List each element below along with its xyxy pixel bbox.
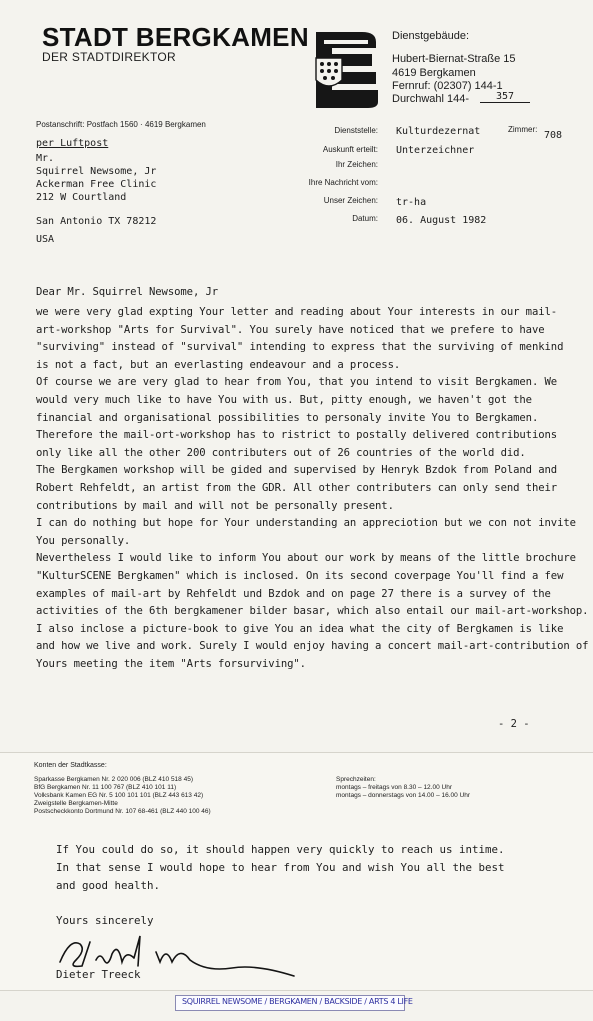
office-phone: Fernruf: (02307) 144-1	[392, 80, 503, 92]
body-line: "surviving" instead of "survival" intending to express that the surviving of menkind	[36, 341, 564, 354]
body-line: contributions by mail and will not be personally present.	[36, 499, 394, 512]
city-crest-logo-icon	[302, 28, 388, 110]
field-label-ihre-nachricht: Ihre Nachricht vom:	[308, 178, 378, 187]
bank-account-line: Zweigstelle Bergkamen-Mitte	[34, 800, 118, 807]
office-street: Hubert-Biernat-Straße 15	[392, 53, 516, 65]
bank-account-line: BfG Bergkamen Nr. 11 100 767 (BLZ 410 101 11)	[34, 784, 177, 791]
handwritten-caption: SQUIRREL NEWSOME / BERGKAMEN / BACKSIDE / ARTS 4 LIFE	[182, 997, 413, 1006]
page-fold-line	[0, 752, 593, 753]
recipient-line: San Antonio TX 78212	[36, 216, 157, 227]
body-line: Robert Rehfeldt, an artist from the GDR. All other contributers can only send their	[36, 482, 558, 494]
field-label-unser-zeichen: Unser Zeichen:	[323, 196, 378, 205]
body-line: art-workshop "Arts for Survival". You surely have noticed that we prefere to have	[36, 323, 545, 336]
office-extension: 357	[480, 91, 530, 103]
bank-accounts-title: Konten der Stadtkasse:	[34, 762, 107, 769]
body-line: Nevertheless I would like to inform You about our work by means of the little brochure	[36, 552, 576, 565]
bank-account-line: Volksbank Kamen EG Nr. 5 100 101 101 (BLZ 443 613 42)	[34, 792, 204, 799]
field-value-unser-zeichen: tr-ha	[396, 197, 427, 208]
field-label-dienststelle: Dienststelle:	[334, 126, 378, 135]
body-line: activities of the 6th bergkamener bilder basar, which also entail our mail-art-workshop.	[36, 605, 589, 618]
salutation: Dear Mr. Squirrel Newsome, Jr	[36, 286, 219, 298]
field-value-auskunft: Unterzeichner	[396, 145, 475, 156]
field-label-auskunft: Auskunft erteilt:	[322, 145, 378, 154]
recipient-line: Ackerman Free Clinic	[36, 179, 157, 190]
body-line: financial and organisational possibilities to personaly invite You to Bergkamen.	[36, 411, 539, 424]
office-hours-title: Sprechzeiten:	[336, 776, 376, 783]
body-line: Of course we are very glad to hear from You, that you intend to visit Bergkamen. We	[36, 376, 558, 389]
body-line: is not a fact, but an everlasting endeavour and a process.	[36, 358, 401, 371]
field-value-datum: 06. August 1982	[396, 215, 487, 226]
office-hours-line: montags – donnerstags von 14.00 – 16.00 Uhr	[336, 792, 471, 799]
airmail-note: per Luftpost	[36, 138, 109, 149]
office-hours-line: montags – freitags von 8.30 – 12.00 Uhr	[336, 784, 452, 791]
body-line: Yours meeting the item "Arts forsurviving".	[36, 658, 306, 670]
page-marker: - 2 -	[498, 718, 530, 730]
recipient-line: Squirrel Newsome, Jr	[36, 166, 157, 177]
body-line: I also inclose a picture-book to give You an idea what the city of Bergkamen is like	[36, 622, 564, 635]
recipient-line: Mr.	[36, 153, 55, 164]
postal-address: Postanschrift: Postfach 1560 · 4619 Bergkamen	[36, 120, 206, 129]
body-line: The Bergkamen workshop will be gided and supervised by Henryk Bzdok from Poland and	[36, 464, 558, 477]
room-label: Zimmer:	[508, 125, 538, 134]
city-name: STADT BERGKAMEN	[42, 22, 309, 52]
office-title: Dienstgebäude:	[392, 30, 470, 42]
body-line: only like all the other 200 contributers out of 26 countries of the world did.	[36, 446, 526, 459]
body-line: "KulturSCENE Bergkamen" which is inclosed. On its second coverpage You'll find a few	[36, 570, 564, 582]
body-line: Therefore the mail-ort-workshop has to ristrict to postally delivered contributions	[36, 429, 558, 442]
field-value-dienststelle: Kulturdezernat	[396, 126, 481, 137]
office-extension-label: Durchwahl 144-	[392, 93, 470, 105]
body-line: and how we live and work. Surely I would enjoy having a concert mail-art-contribution of	[36, 640, 589, 653]
bank-account-line: Sparkasse Bergkamen Nr. 2 020 006 (BLZ 410 518 45)	[34, 776, 193, 783]
page2-line: and good health.	[56, 879, 161, 892]
department-name: DER STADTDIREKTOR	[42, 50, 177, 64]
room-number: 708	[544, 130, 563, 141]
recipient-line: USA	[36, 234, 55, 245]
page-edge-line	[0, 990, 593, 991]
page2-line: If You could do so, it should happen very quickly to reach us intime.	[56, 843, 505, 856]
closing: Yours sincerely	[56, 914, 154, 927]
body-line: we were very glad expting Your letter and reading about Your interests in our mail-	[36, 306, 558, 318]
recipient-line: 212 W Courtland	[36, 192, 127, 203]
office-city: 4619 Bergkamen	[392, 67, 476, 79]
field-label-datum: Datum:	[352, 214, 378, 223]
body-line: would very much like to have You with us. But, pitty enough, we haven't got the	[36, 394, 532, 406]
body-line: I can do nothing but hope for Your understanding an appreciotion but we con not invite	[36, 517, 576, 530]
body-line: You personally.	[36, 534, 131, 547]
field-label-ihr-zeichen: Ihr Zeichen:	[335, 160, 378, 169]
bank-account-line: Postscheckkonto Dortmund Nr. 107 68-461 (BLZ 440 100 46)	[34, 808, 211, 815]
body-line: examples of mail-art by Rehfeldt und Bzdok and on page 27 there is a survey of the	[36, 587, 551, 600]
signer-name: Dieter Treeck	[56, 968, 141, 981]
page2-line: In that sense I would hope to hear from You and wish You all the best	[56, 861, 505, 874]
